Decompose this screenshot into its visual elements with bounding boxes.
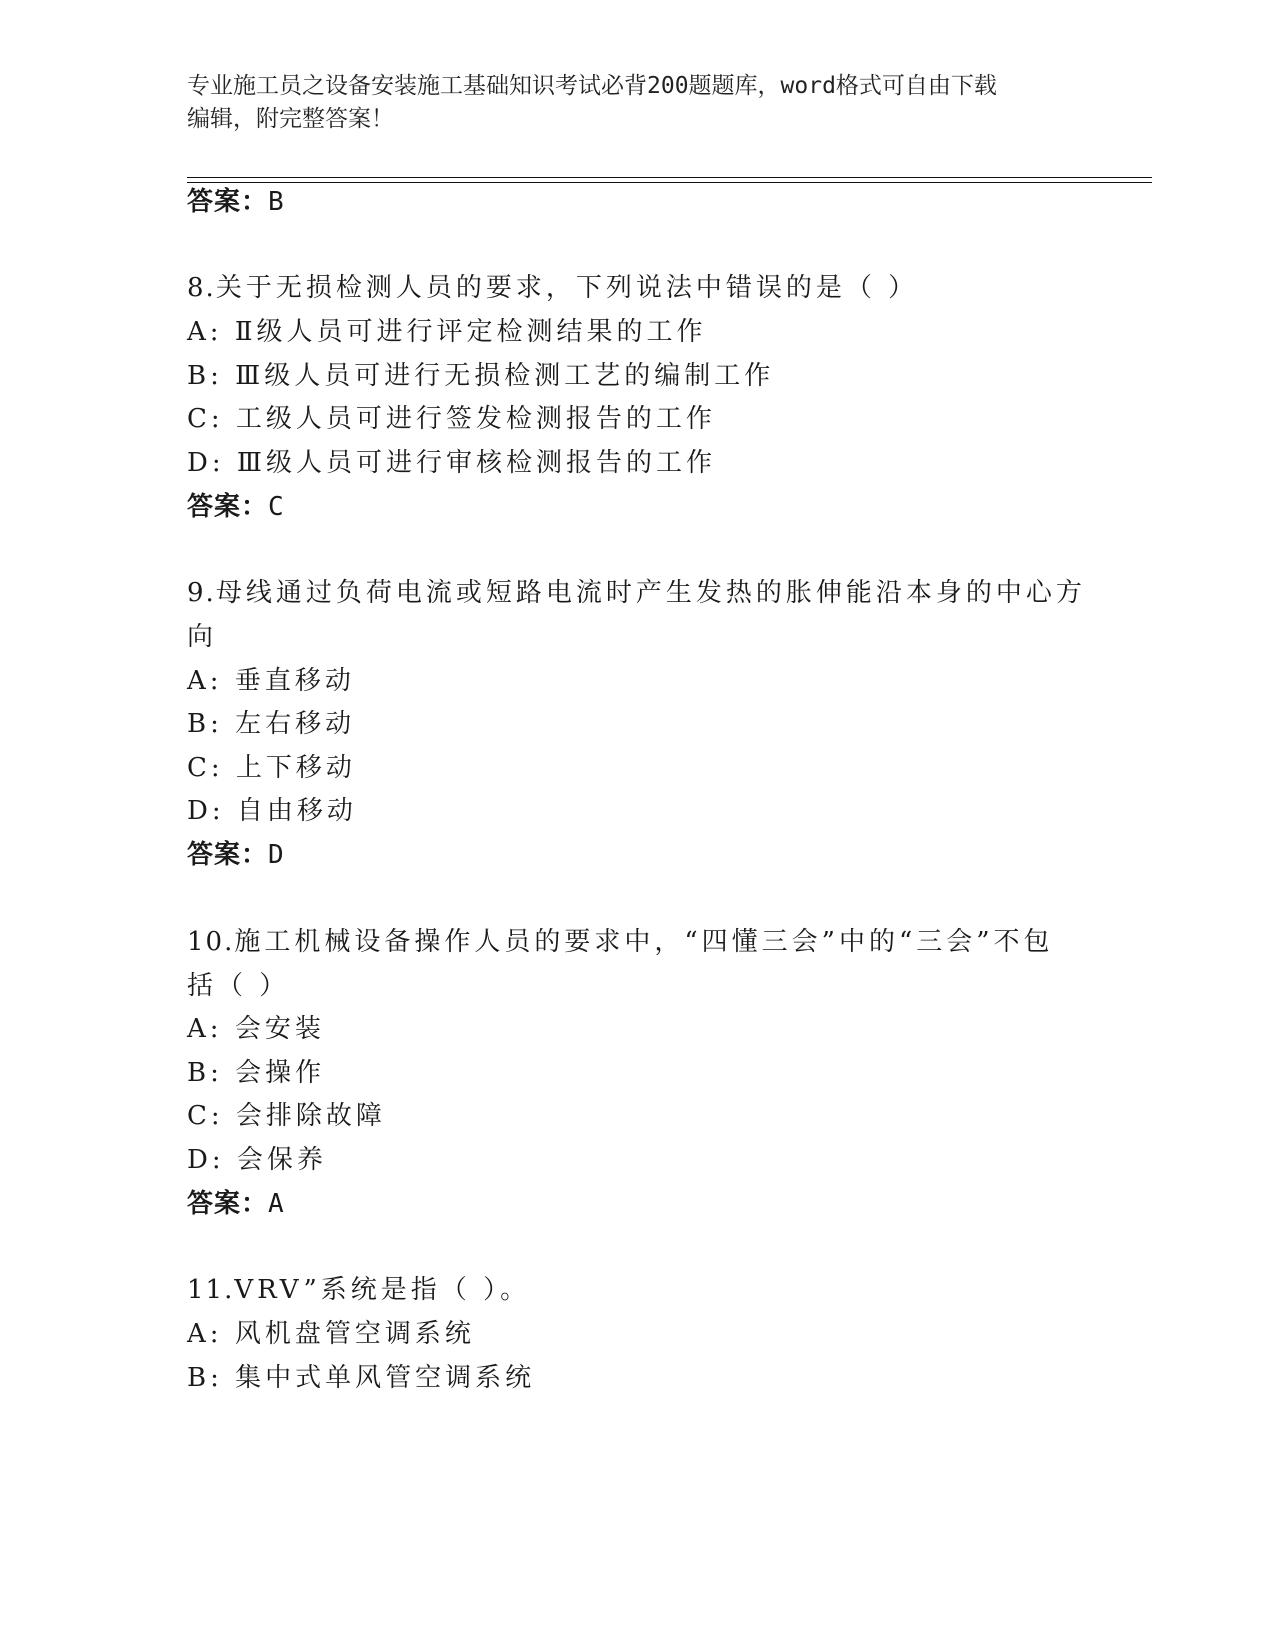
answer-line	[187, 186, 285, 218]
answer-value: D	[268, 840, 285, 870]
option-key: A:	[187, 1319, 223, 1349]
option-line	[187, 665, 355, 697]
option-line	[187, 360, 774, 392]
option-text: 会保养	[236, 1145, 327, 1175]
option-line	[187, 1362, 535, 1394]
option-key: C:	[187, 1101, 224, 1131]
answer-label: 答案：	[187, 492, 269, 522]
option-text: 自由移动	[236, 796, 357, 826]
question-stem	[187, 577, 1086, 609]
answer-value: B	[268, 187, 285, 217]
option-text: 左右移动	[235, 709, 356, 739]
option-line	[187, 1057, 325, 1089]
document-header	[187, 70, 1087, 136]
option-key: A:	[187, 666, 223, 696]
answer-label: 答案：	[187, 187, 269, 217]
question-number: 8.	[187, 273, 216, 303]
option-line	[187, 795, 357, 827]
option-line	[187, 403, 716, 435]
question-number: 9.	[187, 578, 216, 608]
question-stem	[187, 1274, 530, 1306]
option-text: 上下移动	[235, 753, 356, 783]
question-stem	[187, 272, 918, 304]
header-line-1: 专业施工员之设备安装施工基础知识考试必背200题题库，word格式可自由下载	[187, 73, 997, 99]
option-line	[187, 1100, 386, 1132]
option-key: D:	[187, 448, 225, 478]
option-text: 垂直移动	[234, 666, 355, 696]
option-line	[187, 447, 716, 479]
option-key: A:	[187, 1014, 223, 1044]
question-text: 母线通过负荷电流或短路电流时产生发热的胀伸能沿本身的中心方	[215, 578, 1086, 608]
question-number: 11.	[187, 1275, 235, 1305]
option-line	[187, 1144, 327, 1176]
header-line-2: 编辑，附完整答案！	[187, 106, 394, 132]
option-text: 会排除故障	[235, 1101, 386, 1131]
option-line	[187, 752, 356, 784]
option-line	[187, 708, 355, 740]
option-key: D:	[187, 1145, 225, 1175]
option-key: A:	[187, 317, 223, 347]
answer-label: 答案：	[187, 1189, 269, 1219]
question-number: 10.	[187, 927, 235, 957]
answer-line	[187, 839, 285, 871]
option-text: 工级人员可进行签发检测报告的工作	[235, 404, 716, 434]
option-key: B:	[187, 1058, 223, 1088]
option-text: 会操作	[235, 1058, 326, 1088]
option-key: B:	[187, 1363, 223, 1393]
option-key: D:	[187, 796, 225, 826]
question-text: 关于无损检测人员的要求，下列说法中错误的是（ ）	[215, 273, 919, 303]
option-line	[187, 316, 707, 348]
option-line	[187, 1318, 475, 1350]
option-key: C:	[187, 404, 224, 434]
header-divider-bottom	[187, 182, 1152, 183]
option-text: 会安装	[234, 1014, 325, 1044]
option-key: B:	[187, 709, 223, 739]
question-stem	[187, 926, 1054, 958]
answer-value: A	[268, 1189, 285, 1219]
header-divider-top	[187, 177, 1152, 178]
option-key: C:	[187, 753, 224, 783]
answer-label: 答案：	[187, 840, 269, 870]
question-stem-continued	[187, 621, 217, 653]
question-text: 施工机械设备操作人员的要求中，“四懂三会”中的“三会”不包	[234, 927, 1054, 957]
option-key: B:	[187, 361, 223, 391]
question-stem-continued	[187, 970, 289, 1002]
question-text: VRV”系统是指（ ）。	[234, 1275, 531, 1305]
question-text: 括（ ）	[187, 971, 290, 1001]
answer-value: C	[268, 492, 285, 522]
answer-line	[187, 491, 285, 523]
option-text: Ⅲ级人员可进行审核检测报告的工作	[236, 448, 716, 478]
option-line	[187, 1013, 325, 1045]
option-text: Ⅱ级人员可进行评定检测结果的工作	[234, 317, 707, 347]
option-text: 集中式单风管空调系统	[235, 1363, 536, 1393]
option-text: 风机盘管空调系统	[234, 1319, 475, 1349]
option-text: Ⅲ级人员可进行无损检测工艺的编制工作	[235, 361, 775, 391]
answer-line	[187, 1188, 285, 1220]
question-text: 向	[187, 622, 218, 652]
